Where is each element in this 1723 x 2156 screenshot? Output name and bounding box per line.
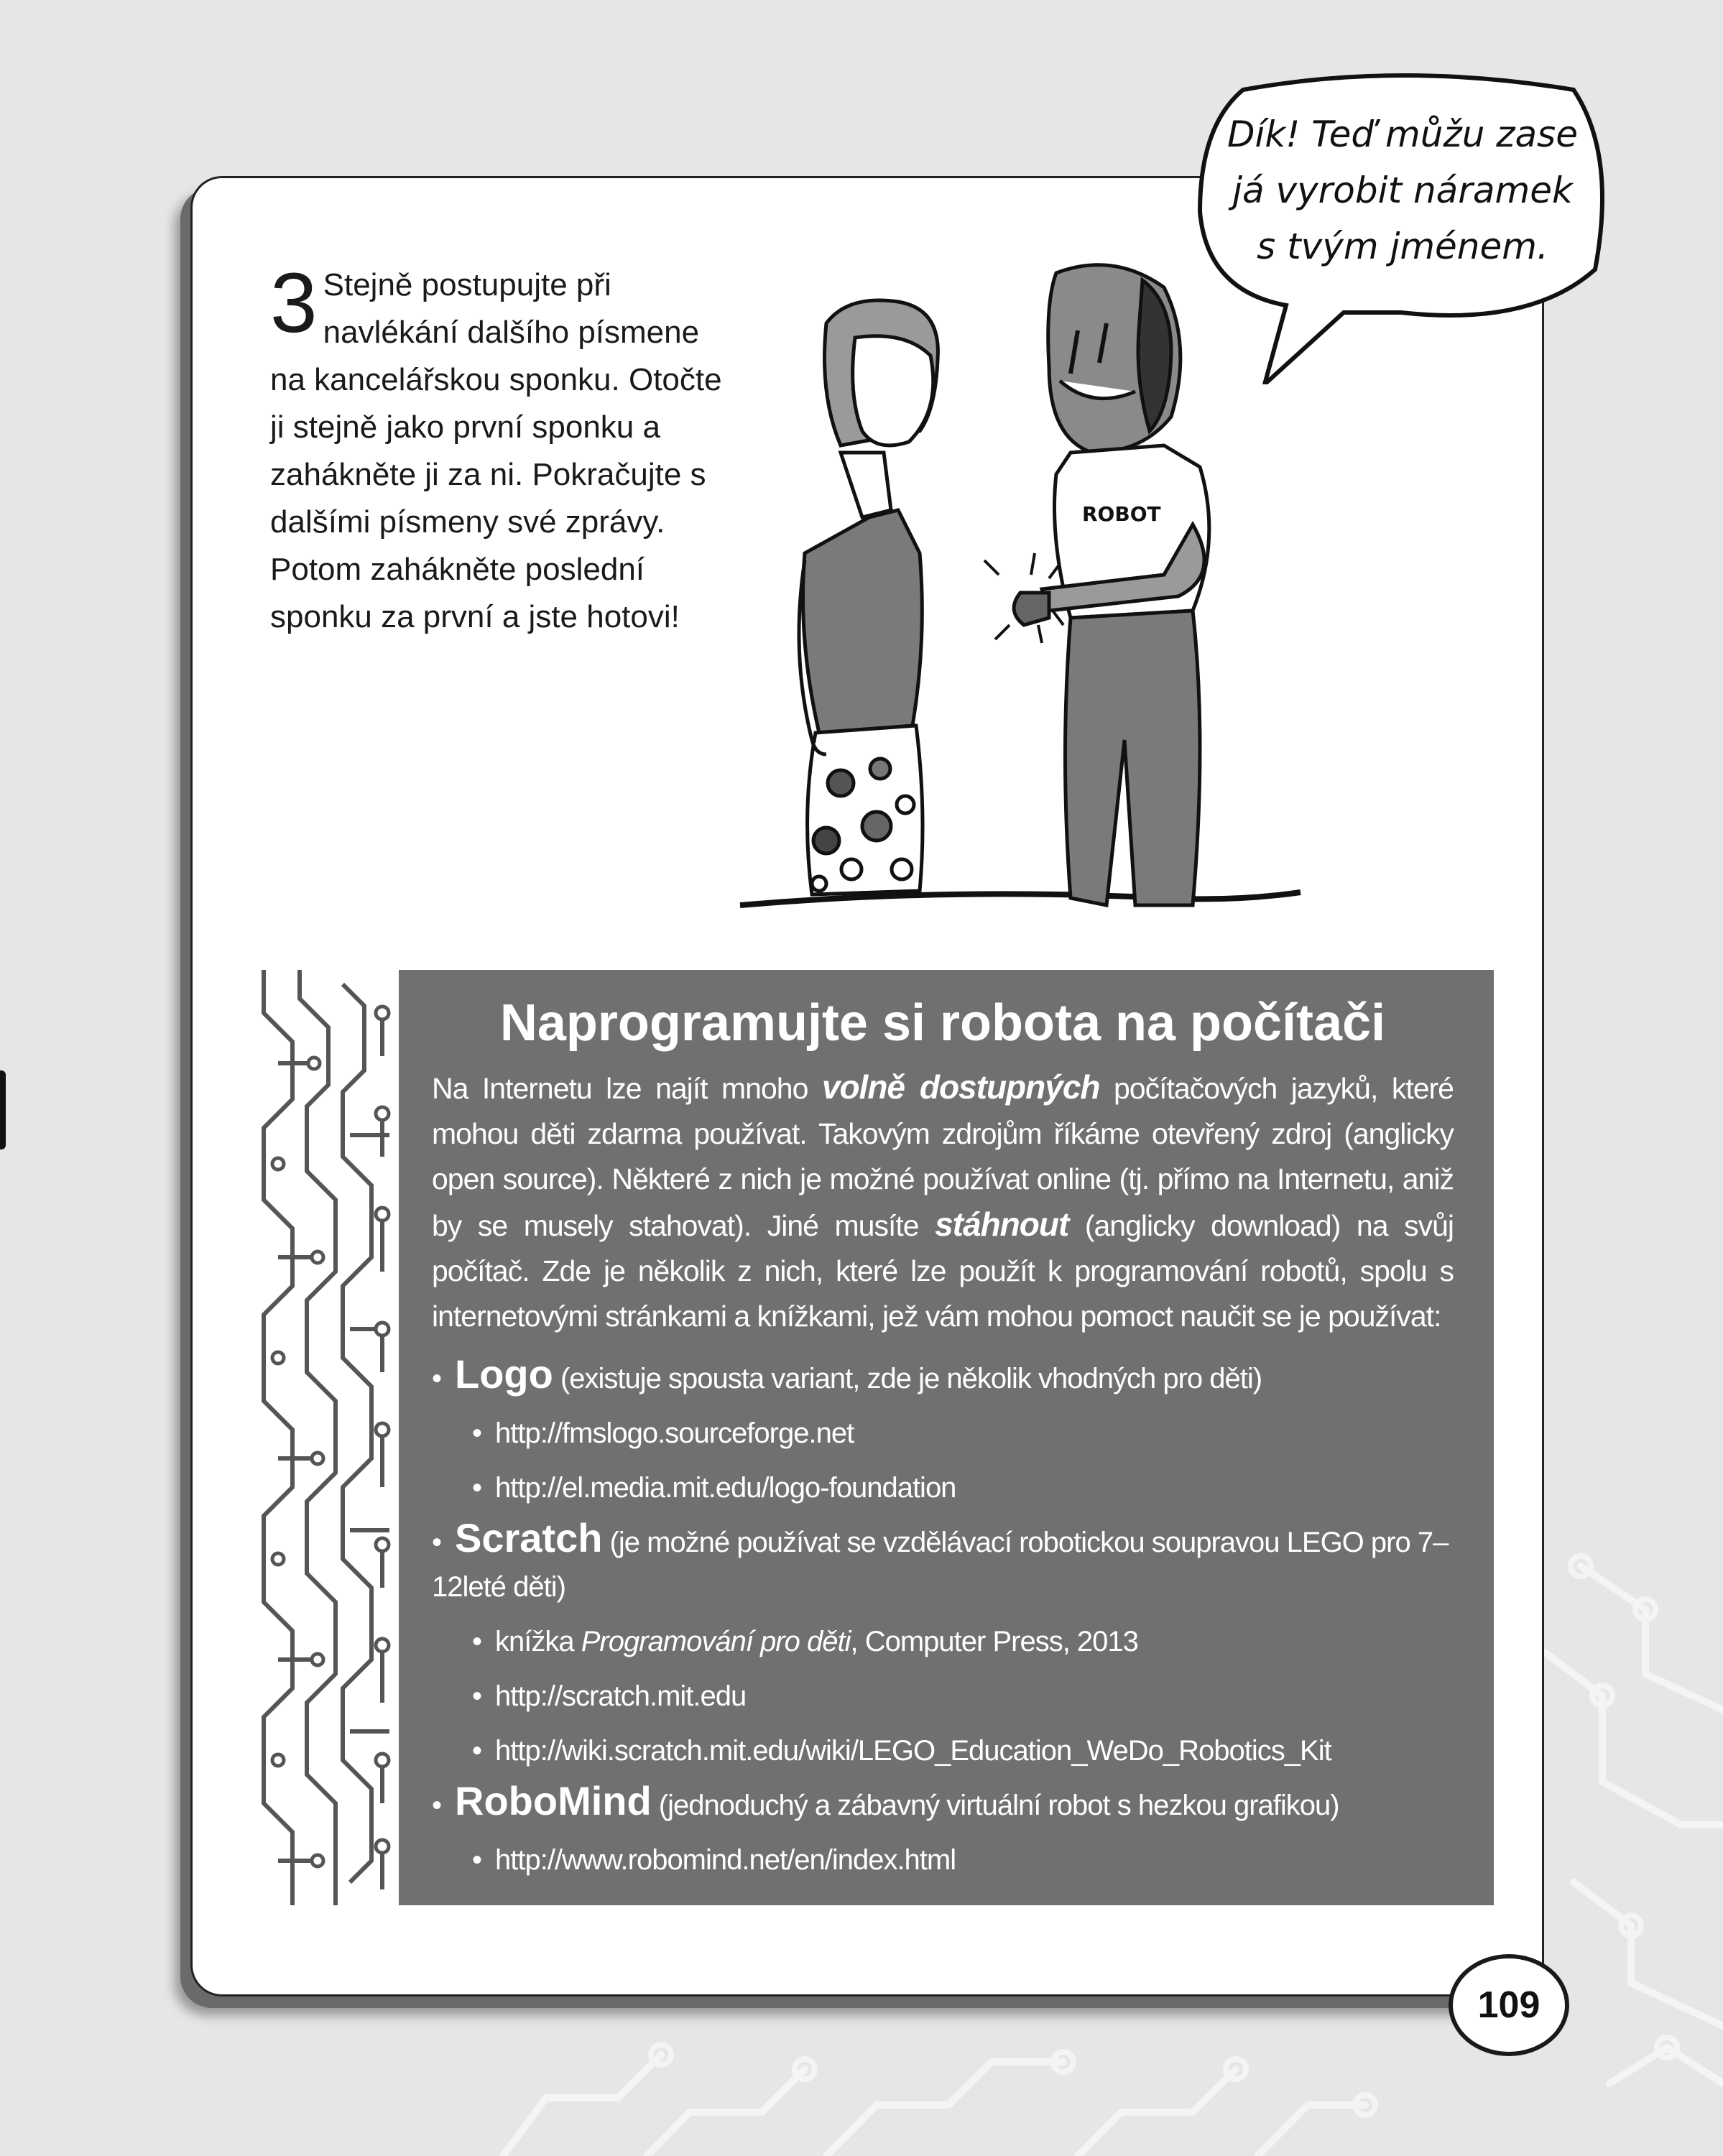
- girl-figure: [799, 300, 938, 894]
- info-box-intro: [432, 1065, 1454, 1339]
- language-description: (je možné používat se vzdělávací robotickou soupravou LEGO pro 7–12leté děti): [432, 1527, 1449, 1603]
- link-text[interactable]: http://el.media.mit.edu/logo-foundation: [495, 1472, 956, 1504]
- intro-emphasis-1: volně dostupných: [821, 1068, 1100, 1106]
- list-item-scratch: [432, 1516, 1454, 1773]
- page-number: 109: [1449, 1954, 1569, 2056]
- link-item[interactable]: • http://el.media.mit.edu/logo-foundation: [472, 1472, 956, 1504]
- language-name: Logo: [455, 1351, 553, 1397]
- step-text: Stejně postupujte při navlékání dalšího písmene na kancelářskou sponku. Otočte ji stejně jako první sponku a zahákněte ji za ni. Pokračujte s dalšími písmeny své zprávy. Potom zahákněte poslední sponku za první a jste hotovi!: [270, 267, 722, 634]
- link-item[interactable]: • http://scratch.mit.edu: [472, 1680, 747, 1712]
- circuit-border-decoration: [249, 970, 399, 1905]
- info-box-content: [432, 991, 1454, 1882]
- language-name: RoboMind: [455, 1778, 652, 1823]
- book-suffix: , Computer Press, 2013: [850, 1626, 1138, 1657]
- book-item: • knížka Programování pro děti, Computer Press, 2013: [472, 1626, 1138, 1657]
- bullet: •: [432, 1527, 442, 1558]
- sublist: [432, 1838, 1454, 1882]
- link-text[interactable]: http://scratch.mit.edu: [495, 1680, 747, 1712]
- link-item[interactable]: • http://www.robomind.net/en/index.html: [472, 1844, 956, 1876]
- list-item-logo: [432, 1352, 1454, 1510]
- link-text[interactable]: http://www.robomind.net/en/index.html: [495, 1844, 956, 1876]
- intro-emphasis-2: stáhnout: [935, 1206, 1069, 1243]
- list-item-robomind: [432, 1779, 1454, 1882]
- link-text[interactable]: http://wiki.scratch.mit.edu/wiki/LEGO_Education_WeDo_Robotics_Kit: [495, 1735, 1331, 1767]
- robot-figure: [984, 265, 1209, 905]
- link-text[interactable]: http://fmslogo.sourceforge.net: [495, 1417, 854, 1449]
- sublist: [432, 1619, 1454, 1773]
- info-box-title: Naprogramujte si robota na počítači: [499, 994, 1386, 1052]
- language-name: Scratch: [455, 1515, 603, 1560]
- intro-text-3: (anglicky download) na svůj počítač. Zde je několik z nich, které lze použít k programování robotů, spolu s internetovými stránkami a knížkami, jež vám mohou pomoct naučit se je používat:: [432, 1209, 1454, 1333]
- link-item[interactable]: • http://fmslogo.sourceforge.net: [472, 1417, 854, 1449]
- link-item[interactable]: • http://wiki.scratch.mit.edu/wiki/LEGO_Education_WeDo_Robotics_Kit: [472, 1735, 1331, 1767]
- language-description: (existuje spousta variant, zde je několik vhodných pro děti): [553, 1363, 1262, 1394]
- bullet: •: [432, 1363, 442, 1394]
- speech-line-1: Dík! Teď můžu zase: [1227, 114, 1578, 155]
- language-description: (jednoduchý a zábavný virtuální robot s hezkou grafikou): [651, 1790, 1339, 1821]
- book-prefix: knížka: [495, 1626, 581, 1657]
- sublist: [432, 1411, 1454, 1510]
- info-box: [249, 970, 1494, 1905]
- intro-text-1: Na Internetu lze najít mnoho: [432, 1072, 822, 1105]
- step-instruction: [270, 256, 730, 641]
- bullet: •: [432, 1790, 442, 1821]
- speech-line-3: s tvým jménem.: [1257, 226, 1548, 267]
- robot-shirt-text: ROBOT: [1082, 502, 1161, 526]
- book-title: Programování pro děti: [581, 1626, 851, 1657]
- intro-text-2: počítačových jazyků, které mohou děti zdarma používat. Takovým zdrojům říkáme otevřený zdroj (anglicky open source). Některé z nich je možné používat online (tj. přímo na Internetu, aniž by se musely stahovat). Jiné musíte: [432, 1072, 1454, 1242]
- language-list: [432, 1352, 1454, 1882]
- speech-bubble-text: [1201, 106, 1604, 274]
- edge-mark: [0, 1070, 6, 1149]
- speech-line-2: já vyrobit náramek: [1232, 170, 1573, 211]
- step-number: 3: [270, 256, 318, 351]
